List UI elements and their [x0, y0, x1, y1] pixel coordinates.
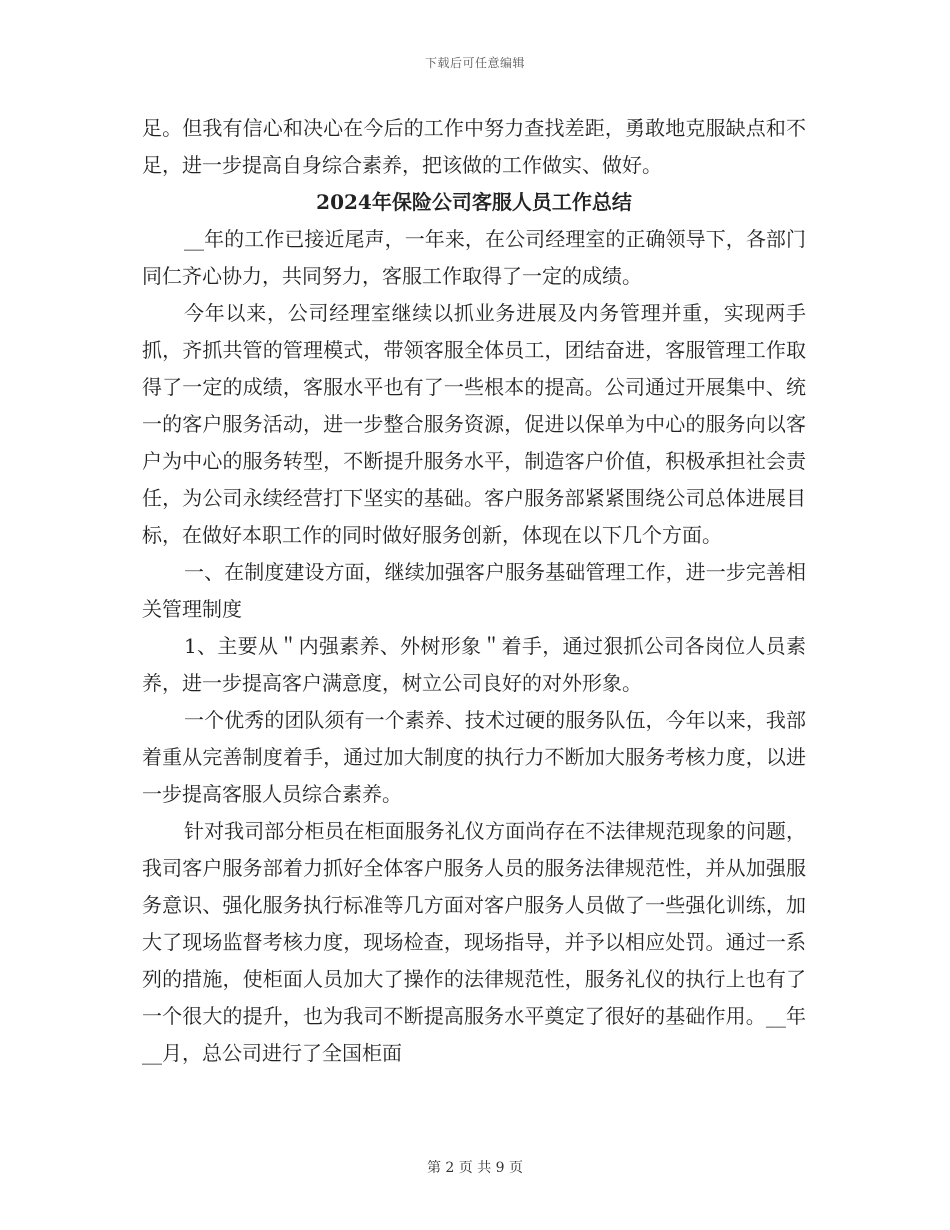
- paragraph-heading-1: 一、在制度建设方面，继续加强客户服务基础管理工作，进一步完善相关管理制度: [142, 560, 806, 621]
- section-title: 2024年保险公司客服人员工作总结: [316, 190, 632, 214]
- paragraph-item-1: 1、主要从＂内强素养、外树形象＂着手，通过狠抓公司各岗位人员素养，进一步提高客户满意度，树立公司良好的对外形象。: [142, 634, 806, 695]
- continuation-paragraph: 足。但我有信心和决心在今后的工作中努力查找差距，勇敢地克服缺点和不足，进一步提高自身综合素养，把该做的工作做实、做好。: [142, 116, 806, 177]
- document-body: [142, 110, 806, 1072]
- header-note: 下载后可任意编辑: [424, 56, 525, 70]
- page-number: 第 2 页 共 9 页: [426, 1160, 524, 1176]
- paragraph-overview: 今年以来，公司经理室继续以抓业务进展及内务管理并重，实现两手抓，齐抓共管的管理模式，带领客服全体员工，团结奋进，客服管理工作取得了一定的成绩，客服水平也有了一些根本的提高。公司通过开展集中、统一的客户服务活动，进一步整合服务资源，促进以保单为中心的服务向以客户为中心的服务转型，不断提升服务水平，制造客户价值，积极承担社会责任，为公司永续经营打下坚实的基础。客户服务部紧紧围绕公司总体进展目标，在做好本职工作的同时做好服务创新，体现在以下几个方面。: [142, 301, 806, 547]
- paragraph-team: 一个优秀的团队须有一个素养、技术过硬的服务队伍，今年以来，我部着重从完善制度着手，通过加大制度的执行力不断加大服务考核力度，以进一步提高客服人员综合素养。: [142, 708, 806, 806]
- paragraph-intro: __年的工作已接近尾声，一年来，在公司经理室的正确领导下，各部门同仁齐心协力，共同努力，客服工作取得了一定的成绩。: [142, 227, 806, 288]
- paragraph-counter-service: 针对我司部分柜员在柜面服务礼仪方面尚存在不法律规范现象的问题，我司客户服务部着力抓好全体客户服务人员的服务法律规范性，并从加强服务意识、强化服务执行标准等几方面对客户服务人员做了一些强化训练，加大了现场监督考核力度，现场检查，现场指导，并予以相应处罚。通过一系列的措施，使柜面人员加大了操作的法律规范性，服务礼仪的执行上也有了一个很大的提升，也为我司不断提高服务水平奠定了很好的基础作用。__年__月，总公司进行了全国柜面: [142, 819, 806, 1065]
